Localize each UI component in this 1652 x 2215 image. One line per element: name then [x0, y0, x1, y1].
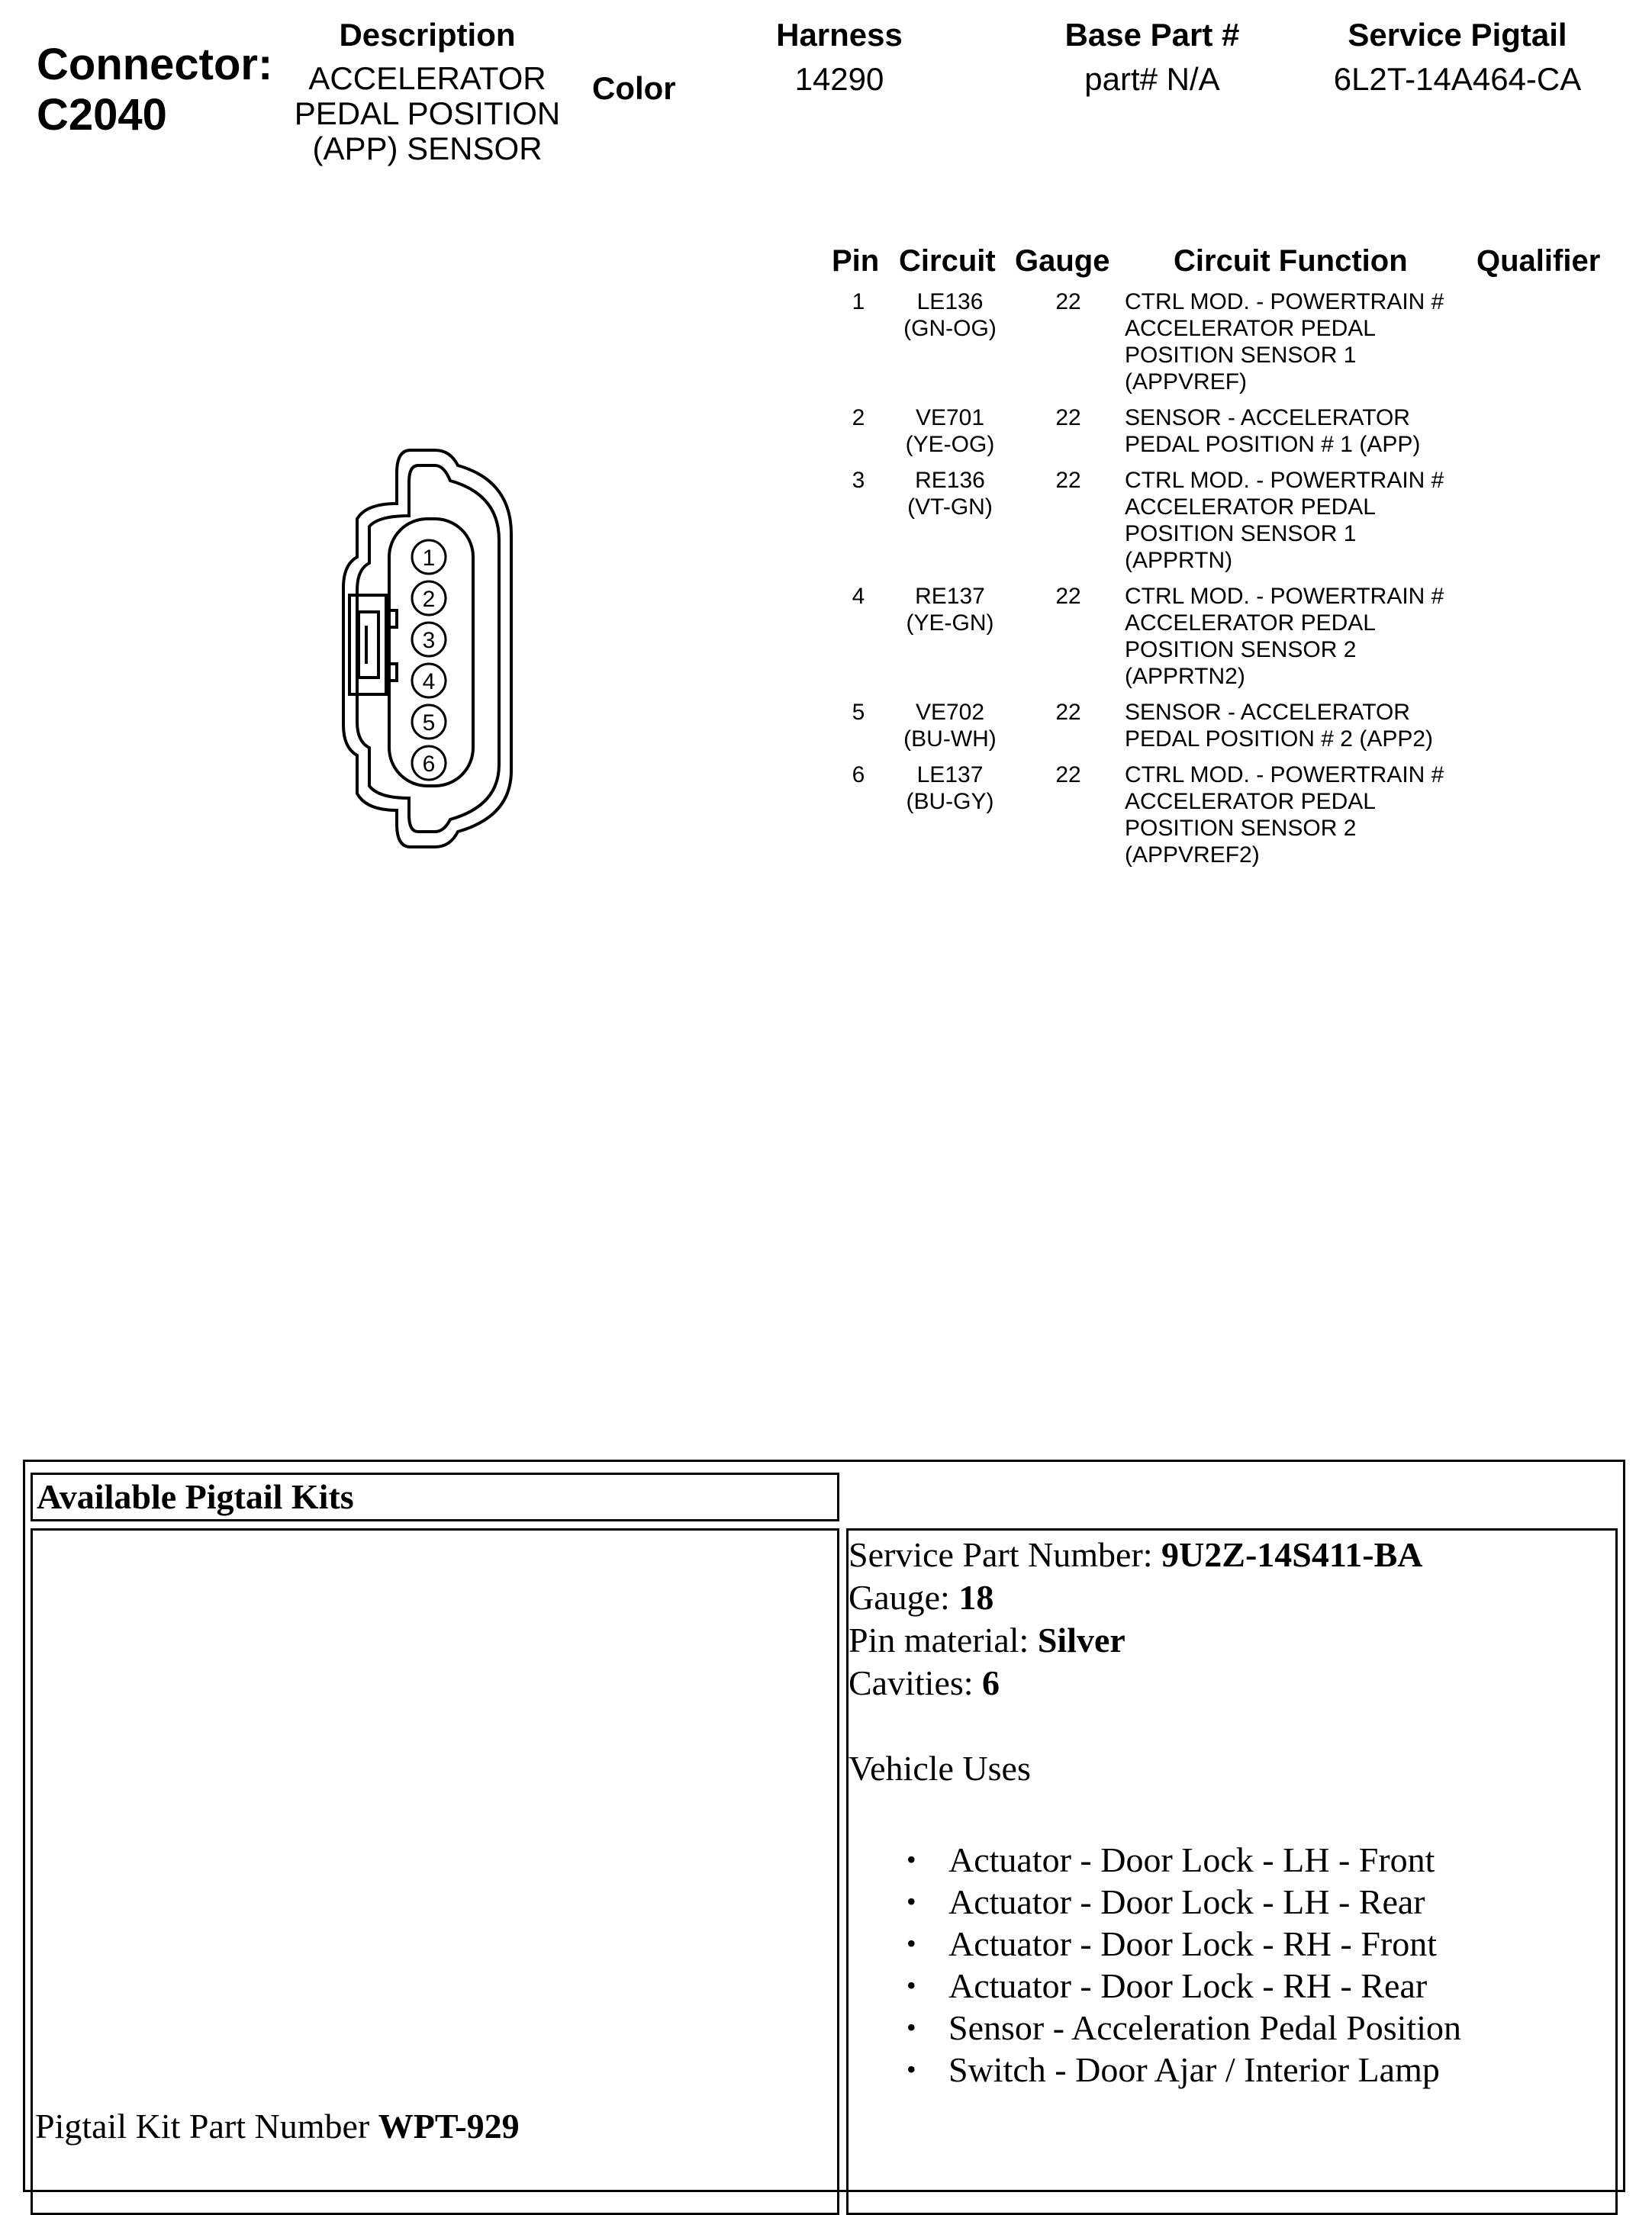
wire-color: (BU-GY)	[906, 789, 994, 814]
circuit-id: VE702	[915, 700, 985, 725]
kit-part-number	[35, 2106, 520, 2146]
pin-number: 2	[852, 405, 865, 430]
circuit-function-line: (APPRTN)	[1125, 548, 1233, 573]
vehicle-use-item: • Actuator - Door Lock - LH - Rear	[907, 1881, 1461, 1923]
circuit-function-line: POSITION SENSOR 2	[1125, 637, 1357, 662]
circuit-function-line: PEDAL POSITION # 2 (APP2)	[1125, 726, 1434, 752]
pin-number: 4	[852, 584, 865, 609]
wire-color: (YE-OG)	[905, 432, 995, 457]
circuit-function-line: POSITION SENSOR 1	[1125, 521, 1357, 546]
gauge-cell: 22	[1055, 405, 1081, 430]
circuit-cell	[885, 699, 1015, 752]
wire-color: (GN-OG)	[903, 316, 997, 341]
connector-pin-label: 1	[422, 546, 436, 571]
circuit-function-line: (APPVREF2)	[1125, 842, 1260, 868]
qualifier-column-header: Qualifier	[1476, 244, 1601, 278]
vehicle-uses-label: Vehicle Uses	[849, 1749, 1031, 1788]
circuit-id: VE701	[915, 405, 985, 430]
gauge-value: 18	[958, 1578, 994, 1617]
color-header: Color	[592, 70, 676, 106]
pin-number: 6	[852, 762, 865, 787]
wire-color: (BU-WH)	[903, 726, 997, 752]
circuit-cell	[885, 404, 1015, 458]
service-part-value: 9U2Z-14S411-BA	[1161, 1535, 1423, 1574]
gauge-cell: 22	[1055, 700, 1081, 725]
connector-diagram	[320, 435, 527, 862]
pin-material-label: Pin material:	[849, 1621, 1038, 1660]
gauge-cell: 22	[1055, 584, 1081, 609]
wire-color: (YE-GN)	[906, 610, 994, 636]
circuit-function-cell	[1125, 404, 1420, 458]
vehicle-use-item: • Actuator - Door Lock - RH - Rear	[907, 1965, 1461, 2007]
service-pigtail-value: 6L2T-14A464-CA	[1333, 61, 1582, 97]
kit-part-label: Pigtail Kit Part Number	[35, 2107, 378, 2146]
circuit-id: LE137	[916, 762, 984, 787]
connector-pin-label: 6	[422, 752, 436, 777]
gauge-cell: 22	[1055, 468, 1081, 493]
circuit-function-cell	[1125, 699, 1433, 752]
gauge-label: Gauge:	[849, 1578, 959, 1617]
circuit-function-cell	[1125, 761, 1444, 868]
description-header: Description	[339, 17, 516, 53]
gauge-cell: 22	[1055, 289, 1081, 314]
pin-material-value: Silver	[1037, 1621, 1125, 1660]
harness-header: Harness	[776, 17, 903, 53]
circuit-function-line: PEDAL POSITION # 1 (APP)	[1125, 432, 1421, 457]
circuit-function-line: SENSOR - ACCELERATOR	[1125, 700, 1410, 725]
circuit-cell	[885, 467, 1015, 520]
connector-pin-label: 5	[422, 710, 436, 736]
circuit-cell	[885, 583, 1015, 636]
circuit-function-line: CTRL MOD. - POWERTRAIN #	[1125, 584, 1444, 609]
connector-label: Connector:	[37, 40, 273, 89]
circuit-function-line: (APPRTN2)	[1125, 664, 1245, 689]
pin-number: 3	[852, 468, 865, 493]
circuit-function-line: ACCELERATOR PEDAL	[1125, 610, 1376, 636]
circuit-function-line: POSITION SENSOR 1	[1125, 343, 1357, 368]
service-part-label: Service Part Number:	[849, 1535, 1162, 1574]
circuit-function-line: ACCELERATOR PEDAL	[1125, 494, 1376, 520]
circuit-id: RE136	[915, 468, 985, 493]
connector-pin-label: 3	[422, 628, 436, 653]
gauge-cell: 22	[1055, 762, 1081, 787]
pin-number: 1	[852, 289, 865, 314]
pigtail-info	[849, 1534, 1423, 1790]
circuit-function-cell	[1125, 467, 1444, 574]
latch-inner	[359, 612, 378, 678]
circuit-function-line: ACCELERATOR PEDAL	[1125, 789, 1376, 814]
base-part-header: Base Part #	[1064, 17, 1240, 53]
description-value: ACCELERATOR PEDAL POSITION (APP) SENSOR	[294, 60, 561, 166]
circuit-function-line: CTRL MOD. - POWERTRAIN #	[1125, 468, 1444, 493]
circuit-function-line: CTRL MOD. - POWERTRAIN #	[1125, 289, 1444, 314]
vehicle-use-item: • Actuator - Door Lock - LH - Front	[907, 1839, 1461, 1881]
connector-id: C2040	[37, 90, 167, 140]
cavities-value: 6	[982, 1663, 1000, 1702]
gauge-column-header: Gauge	[1015, 244, 1110, 278]
vehicle-uses-list	[907, 1839, 1461, 2091]
circuit-function-line: SENSOR - ACCELERATOR	[1125, 405, 1410, 430]
circuit-function-line: (APPVREF)	[1125, 369, 1248, 394]
circuit-function-line: ACCELERATOR PEDAL	[1125, 316, 1376, 341]
connector-pin-label: 4	[422, 669, 436, 694]
circuit-function-line: CTRL MOD. - POWERTRAIN #	[1125, 762, 1444, 787]
circuit-function-cell	[1125, 288, 1444, 395]
wire-color: (VT-GN)	[907, 494, 993, 520]
vehicle-use-item: • Switch - Door Ajar / Interior Lamp	[907, 2049, 1461, 2091]
connector-title	[37, 40, 272, 140]
circuit-column-header: Circuit	[899, 244, 996, 278]
cavities-label: Cavities:	[849, 1663, 983, 1702]
circuit-function-cell	[1125, 583, 1444, 690]
circuit-id: LE136	[916, 289, 984, 314]
harness-value: 14290	[794, 61, 884, 97]
circuit-cell	[885, 288, 1015, 342]
vehicle-use-item: • Actuator - Door Lock - RH - Front	[907, 1923, 1461, 1965]
service-pigtail-header: Service Pigtail	[1348, 17, 1567, 53]
circuit-function-line: POSITION SENSOR 2	[1125, 816, 1357, 841]
pigtail-kits-title: Available Pigtail Kits	[37, 1477, 354, 1516]
circuit-cell	[885, 761, 1015, 815]
pin-number: 5	[852, 700, 865, 725]
circuit-function-column-header: Circuit Function	[1174, 244, 1408, 278]
connector-pin-label: 2	[422, 587, 436, 612]
circuit-id: RE137	[915, 584, 985, 609]
vehicle-use-item: • Sensor - Acceleration Pedal Position	[907, 2007, 1461, 2049]
pin-column-header: Pin	[832, 244, 880, 278]
kit-part-value: WPT-929	[378, 2107, 520, 2146]
base-part-value: part# N/A	[1084, 61, 1220, 97]
